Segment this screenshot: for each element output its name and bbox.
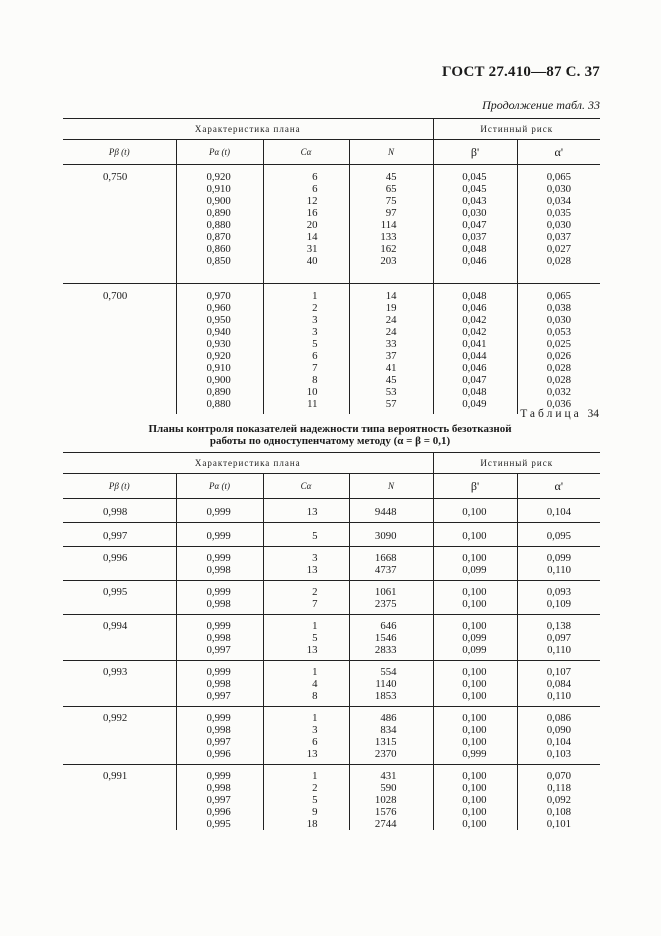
cell-beta — [433, 707, 517, 765]
table-row-group — [63, 547, 600, 581]
header-n: N — [349, 474, 433, 499]
cell-pa-value: 0,998 — [206, 598, 231, 610]
cell-alpha-value: 0,108 — [546, 806, 572, 818]
cell-alpha-value: 0,101 — [546, 818, 572, 830]
table-34-label — [520, 408, 599, 420]
cell-n-value: 24 — [385, 326, 397, 338]
cell-n-value: 2375 — [374, 598, 397, 610]
cell-beta — [433, 547, 517, 581]
table-34-title-line2: работы по одноступенчатому методу (α = β = 0,1) — [209, 435, 451, 447]
cell-alpha-value: 0,034 — [546, 195, 572, 207]
cell-beta-value: 0,099 — [462, 564, 487, 576]
cell-n — [349, 581, 433, 615]
cell-ca — [263, 547, 349, 581]
table-33-continuation — [63, 118, 600, 414]
table-34-body — [63, 499, 600, 831]
table-row-group — [63, 499, 600, 523]
cell-ca-value: 3 — [312, 326, 318, 338]
cell-n-value: 14 — [385, 290, 397, 302]
cell-pa-value: 0,910 — [206, 183, 231, 195]
cell-pa-value: 0,850 — [206, 255, 231, 267]
cell-beta-value: 0,100 — [462, 818, 487, 830]
cell-pa — [176, 765, 263, 831]
cell-ca-value: 5 — [312, 338, 318, 350]
cell-ca-value: 1 — [312, 666, 318, 678]
cell-n-value: 97 — [385, 207, 397, 219]
cell-alpha-value: 0,037 — [546, 231, 572, 243]
cell-pa — [176, 581, 263, 615]
table-row-group — [63, 523, 600, 547]
cell-n-value: 75 — [385, 195, 397, 207]
cell-ca-value: 1 — [312, 620, 318, 632]
cell-ca — [263, 581, 349, 615]
cell-pa — [176, 661, 263, 707]
cell-ca-value: 2 — [312, 586, 318, 598]
cell-alpha-value: 0,025 — [546, 338, 572, 350]
cell-alpha — [517, 707, 600, 765]
cell-pa-value: 0,998 — [206, 724, 231, 736]
table-34-label-word: Таблица — [520, 408, 582, 420]
cell-ca-value: 8 — [312, 690, 318, 702]
cell-beta-value: 0,100 — [462, 724, 487, 736]
header-risk-group: Истинный риск — [433, 453, 600, 474]
table-33-body — [63, 165, 600, 415]
cell-pa-value: 0,880 — [206, 398, 231, 410]
cell-ca — [263, 765, 349, 831]
cell-alpha — [517, 165, 600, 284]
cell-alpha-value: 0,104 — [546, 506, 572, 518]
cell-alpha — [517, 523, 600, 547]
cell-n-value: 19 — [385, 302, 397, 314]
header-pb: Pβ (t) — [63, 140, 176, 165]
cell-n-value: 2370 — [374, 748, 397, 760]
cell-pa-value: 0,890 — [206, 207, 231, 219]
cell-n — [349, 707, 433, 765]
cell-n-value: 554 — [380, 666, 397, 678]
cell-beta-value: 0,100 — [462, 620, 487, 632]
cell-n-value: 2833 — [374, 644, 397, 656]
cell-beta-value: 0,100 — [462, 666, 487, 678]
cell-alpha-value: 0,138 — [546, 620, 572, 632]
header-risk-group: Истинный риск — [433, 119, 600, 140]
cell-n-value: 65 — [385, 183, 397, 195]
cell-n-value: 45 — [385, 171, 397, 183]
cell-ca-value: 13 — [306, 644, 318, 656]
cell-alpha-value: 0,095 — [546, 530, 572, 542]
cell-pa-value: 0,950 — [206, 314, 231, 326]
cell-ca-value: 5 — [312, 530, 318, 542]
cell-beta-value: 0,100 — [462, 770, 487, 782]
cell-beta-value: 0,030 — [462, 207, 487, 219]
cell-beta-value: 0,999 — [462, 748, 487, 760]
cell-beta-value: 0,100 — [462, 552, 487, 564]
cell-alpha — [517, 499, 600, 523]
cell-ca-value: 14 — [306, 231, 318, 243]
cell-alpha-value: 0,110 — [547, 644, 572, 656]
cell-ca-value: 18 — [306, 818, 318, 830]
cell-pa-value: 0,970 — [206, 290, 231, 302]
cell-ca-value: 31 — [306, 243, 318, 255]
cell-alpha-value: 0,070 — [546, 770, 572, 782]
cell-pa-value: 0,996 — [206, 806, 231, 818]
cell-pa-value: 0,999 — [206, 552, 231, 564]
cell-beta-value: 0,046 — [462, 255, 487, 267]
cell-beta — [433, 499, 517, 523]
cell-alpha-value: 0,028 — [546, 362, 572, 374]
cell-n-value: 162 — [380, 243, 397, 255]
cell-pb: 0,700 — [63, 284, 176, 415]
cell-ca-value: 7 — [312, 362, 318, 374]
cell-ca-value: 6 — [312, 171, 318, 183]
cell-ca-value: 6 — [312, 736, 318, 748]
cell-n-value: 1061 — [374, 586, 397, 598]
cell-beta-value: 0,037 — [462, 231, 487, 243]
cell-pa-value: 0,930 — [206, 338, 231, 350]
cell-beta-value: 0,100 — [462, 690, 487, 702]
cell-alpha — [517, 547, 600, 581]
cell-beta — [433, 661, 517, 707]
cell-pb: 0,995 — [63, 581, 176, 615]
cell-pa — [176, 707, 263, 765]
cell-beta-value: 0,041 — [462, 338, 487, 350]
cell-beta-value: 0,048 — [462, 243, 487, 255]
cell-pa-value: 0,998 — [206, 782, 231, 794]
cell-alpha-value: 0,086 — [546, 712, 572, 724]
cell-alpha — [517, 581, 600, 615]
cell-n-value: 114 — [380, 219, 397, 231]
cell-pa-value: 0,900 — [206, 195, 231, 207]
cell-n-value: 834 — [380, 724, 397, 736]
cell-pa-value: 0,860 — [206, 243, 231, 255]
cell-beta-value: 0,047 — [462, 219, 487, 231]
cell-pa-value: 0,940 — [206, 326, 231, 338]
cell-n-value: 1028 — [374, 794, 397, 806]
cell-beta-value: 0,042 — [462, 326, 487, 338]
cell-pa-value: 0,900 — [206, 374, 231, 386]
cell-alpha-value: 0,032 — [546, 386, 572, 398]
cell-pa-value: 0,998 — [206, 564, 231, 576]
cell-beta-value: 0,045 — [462, 183, 487, 195]
cell-beta — [433, 615, 517, 661]
cell-beta — [433, 165, 517, 284]
cell-n-value: 9448 — [374, 506, 397, 518]
cell-beta-value: 0,044 — [462, 350, 487, 362]
cell-pa-value: 0,999 — [206, 712, 231, 724]
cell-ca-value: 1 — [312, 712, 318, 724]
cell-pa-value: 0,997 — [206, 644, 231, 656]
cell-beta-value: 0,100 — [462, 506, 487, 518]
cell-n — [349, 284, 433, 415]
cell-ca-value: 2 — [312, 302, 318, 314]
cell-pb: 0,994 — [63, 615, 176, 661]
cell-pb: 0,993 — [63, 661, 176, 707]
cell-pa — [176, 523, 263, 547]
cell-alpha-value: 0,030 — [546, 183, 572, 195]
cell-n-value: 133 — [380, 231, 397, 243]
cell-ca-value: 1 — [312, 290, 318, 302]
cell-ca-value: 9 — [312, 806, 318, 818]
cell-n-value: 57 — [385, 398, 397, 410]
cell-n-value: 1140 — [375, 678, 397, 690]
cell-alpha-value: 0,028 — [546, 374, 572, 386]
table-34 — [63, 452, 600, 830]
cell-ca — [263, 661, 349, 707]
cell-n-value: 486 — [380, 712, 397, 724]
cell-ca-value: 1 — [312, 770, 318, 782]
cell-pa — [176, 284, 263, 415]
cell-ca — [263, 284, 349, 415]
cell-alpha-value: 0,109 — [546, 598, 572, 610]
cell-pb: 0,996 — [63, 547, 176, 581]
cell-n-value: 2744 — [374, 818, 397, 830]
cell-n-value: 3090 — [374, 530, 397, 542]
cell-n-value: 590 — [380, 782, 397, 794]
cell-ca-value: 5 — [312, 794, 318, 806]
cell-beta-value: 0,100 — [462, 806, 487, 818]
header-plan-group: Характеристика плана — [63, 119, 433, 140]
cell-beta-value: 0,043 — [462, 195, 487, 207]
cell-ca — [263, 523, 349, 547]
header-ca: Cα — [263, 140, 349, 165]
cell-ca — [263, 165, 349, 284]
cell-pa-value: 0,920 — [206, 171, 231, 183]
cell-pa-value: 0,910 — [206, 362, 231, 374]
cell-pa-value: 0,997 — [206, 794, 231, 806]
cell-beta — [433, 284, 517, 415]
cell-alpha — [517, 284, 600, 415]
table-row-group — [63, 661, 600, 707]
cell-pa-value: 0,920 — [206, 350, 231, 362]
cell-pa-value: 0,999 — [206, 620, 231, 632]
cell-n-value: 1576 — [374, 806, 397, 818]
cell-n — [349, 765, 433, 831]
cell-ca-value: 4 — [312, 678, 318, 690]
table-34-label-number: 34 — [587, 408, 599, 420]
cell-ca-value: 5 — [312, 632, 318, 644]
cell-alpha — [517, 765, 600, 831]
cell-ca-value: 12 — [306, 195, 318, 207]
cell-pa-value: 0,999 — [206, 506, 231, 518]
header-pb: Pβ (t) — [63, 474, 176, 499]
cell-pb: 0,750 — [63, 165, 176, 284]
table-row-group — [63, 165, 600, 284]
cell-beta-value: 0,100 — [462, 736, 487, 748]
cell-pa-value: 0,997 — [206, 736, 231, 748]
table-34-title-line1: Планы контроля показателей надежности типа вероятность безотказной — [148, 423, 512, 435]
cell-beta-value: 0,049 — [462, 398, 487, 410]
cell-n-value: 45 — [385, 374, 397, 386]
cell-ca-value: 3 — [312, 552, 318, 564]
cell-n-value: 646 — [380, 620, 397, 632]
cell-pb: 0,991 — [63, 765, 176, 831]
cell-pa-value: 0,996 — [206, 748, 231, 760]
cell-beta — [433, 765, 517, 831]
cell-pa — [176, 615, 263, 661]
cell-ca-value: 8 — [312, 374, 318, 386]
cell-pa-value: 0,998 — [206, 678, 231, 690]
header-alpha: α' — [517, 474, 600, 499]
cell-alpha-value: 0,065 — [546, 171, 572, 183]
cell-alpha-value: 0,084 — [546, 678, 572, 690]
cell-beta-value: 0,048 — [462, 290, 487, 302]
cell-ca-value: 16 — [306, 207, 318, 219]
cell-alpha-value: 0,107 — [546, 666, 572, 678]
header-ca: Cα — [263, 474, 349, 499]
cell-alpha-value: 0,090 — [546, 724, 572, 736]
cell-alpha-value: 0,110 — [547, 564, 572, 576]
cell-ca-value: 40 — [306, 255, 318, 267]
cell-alpha-value: 0,093 — [546, 586, 572, 598]
cell-alpha-value: 0,092 — [546, 794, 572, 806]
cell-n-value: 1546 — [374, 632, 397, 644]
cell-alpha-value: 0,097 — [546, 632, 572, 644]
cell-n-value: 1315 — [374, 736, 397, 748]
cell-pa-value: 0,880 — [206, 219, 231, 231]
cell-alpha-value: 0,036 — [546, 398, 572, 410]
cell-beta-value: 0,099 — [462, 644, 487, 656]
cell-beta-value: 0,100 — [462, 794, 487, 806]
cell-beta-value: 0,046 — [462, 362, 487, 374]
cell-n-value: 24 — [385, 314, 397, 326]
cell-pa-value: 0,999 — [206, 530, 231, 542]
cell-beta-value: 0,100 — [462, 598, 487, 610]
cell-beta-value: 0,045 — [462, 171, 487, 183]
cell-pa-value: 0,999 — [206, 666, 231, 678]
cell-n — [349, 547, 433, 581]
cell-alpha-value: 0,026 — [546, 350, 572, 362]
cell-beta — [433, 581, 517, 615]
cell-n — [349, 165, 433, 284]
cell-ca-value: 6 — [312, 350, 318, 362]
cell-pa-value: 0,997 — [206, 690, 231, 702]
cell-ca-value: 13 — [306, 564, 318, 576]
cell-alpha-value: 0,110 — [547, 690, 572, 702]
cell-ca-value: 10 — [306, 386, 318, 398]
cell-beta-value: 0,048 — [462, 386, 487, 398]
header-beta: β' — [433, 140, 517, 165]
cell-pa-value: 0,890 — [206, 386, 231, 398]
cell-pb: 0,998 — [63, 499, 176, 523]
cell-ca-value: 3 — [312, 724, 318, 736]
cell-n-value: 1853 — [374, 690, 397, 702]
cell-n-value: 41 — [385, 362, 397, 374]
cell-n-value: 431 — [380, 770, 397, 782]
cell-alpha-value: 0,035 — [546, 207, 572, 219]
cell-pa-value: 0,995 — [206, 818, 231, 830]
header-pa: Pα (t) — [176, 140, 263, 165]
header-plan-group: Характеристика плана — [63, 453, 433, 474]
table-row-group — [63, 765, 600, 831]
table-row-group — [63, 615, 600, 661]
cell-n — [349, 499, 433, 523]
cell-alpha — [517, 615, 600, 661]
cell-n-value: 4737 — [374, 564, 397, 576]
cell-alpha-value: 0,030 — [546, 219, 572, 231]
cell-n — [349, 661, 433, 707]
cell-pa-value: 0,870 — [206, 231, 231, 243]
cell-alpha-value: 0,103 — [546, 748, 572, 760]
cell-pb: 0,992 — [63, 707, 176, 765]
header-alpha: α' — [517, 140, 600, 165]
cell-n-value: 203 — [380, 255, 397, 267]
header-beta: β' — [433, 474, 517, 499]
cell-alpha-value: 0,065 — [546, 290, 572, 302]
cell-alpha-value: 0,027 — [546, 243, 572, 255]
cell-n — [349, 615, 433, 661]
cell-ca-value: 7 — [312, 598, 318, 610]
cell-alpha-value: 0,118 — [547, 782, 572, 794]
cell-alpha-value: 0,030 — [546, 314, 572, 326]
cell-beta-value: 0,100 — [462, 712, 487, 724]
cell-beta-value: 0,100 — [462, 586, 487, 598]
cell-ca-value: 13 — [306, 748, 318, 760]
cell-beta-value: 0,100 — [462, 678, 487, 690]
cell-beta-value: 0,099 — [462, 632, 487, 644]
cell-pa-value: 0,960 — [206, 302, 231, 314]
table-34-title — [100, 423, 560, 447]
cell-beta-value: 0,100 — [462, 782, 487, 794]
cell-alpha-value: 0,099 — [546, 552, 572, 564]
cell-beta-value: 0,047 — [462, 374, 487, 386]
cell-n-value: 53 — [385, 386, 397, 398]
cell-n-value: 1668 — [374, 552, 397, 564]
cell-ca-value: 6 — [312, 183, 318, 195]
cell-ca-value: 13 — [306, 506, 318, 518]
cell-beta — [433, 523, 517, 547]
cell-pa-value: 0,999 — [206, 586, 231, 598]
cell-pb: 0,997 — [63, 523, 176, 547]
cell-alpha-value: 0,028 — [546, 255, 572, 267]
table-row-group — [63, 284, 600, 415]
cell-n-value: 33 — [385, 338, 397, 350]
cell-ca-value: 3 — [312, 314, 318, 326]
continuation-label: Продолжение табл. 33 — [482, 98, 600, 112]
header-pa: Pα (t) — [176, 474, 263, 499]
cell-pa-value: 0,998 — [206, 632, 231, 644]
cell-alpha — [517, 661, 600, 707]
cell-beta-value: 0,100 — [462, 530, 487, 542]
cell-pa-value: 0,999 — [206, 770, 231, 782]
table-row-group — [63, 707, 600, 765]
cell-alpha-value: 0,104 — [546, 736, 572, 748]
cell-pa — [176, 547, 263, 581]
header-n: N — [349, 140, 433, 165]
cell-ca — [263, 707, 349, 765]
cell-ca-value: 20 — [306, 219, 318, 231]
cell-ca-value: 2 — [312, 782, 318, 794]
cell-ca — [263, 615, 349, 661]
cell-beta-value: 0,046 — [462, 302, 487, 314]
cell-alpha-value: 0,038 — [546, 302, 572, 314]
cell-alpha-value: 0,053 — [546, 326, 572, 338]
cell-ca-value: 11 — [307, 398, 318, 410]
cell-beta-value: 0,042 — [462, 314, 487, 326]
page-header: ГОСТ 27.410—87 С. 37 — [442, 64, 600, 80]
cell-pa — [176, 165, 263, 284]
cell-ca — [263, 499, 349, 523]
cell-n-value: 37 — [385, 350, 397, 362]
cell-pa — [176, 499, 263, 523]
cell-n — [349, 523, 433, 547]
table-row-group — [63, 581, 600, 615]
